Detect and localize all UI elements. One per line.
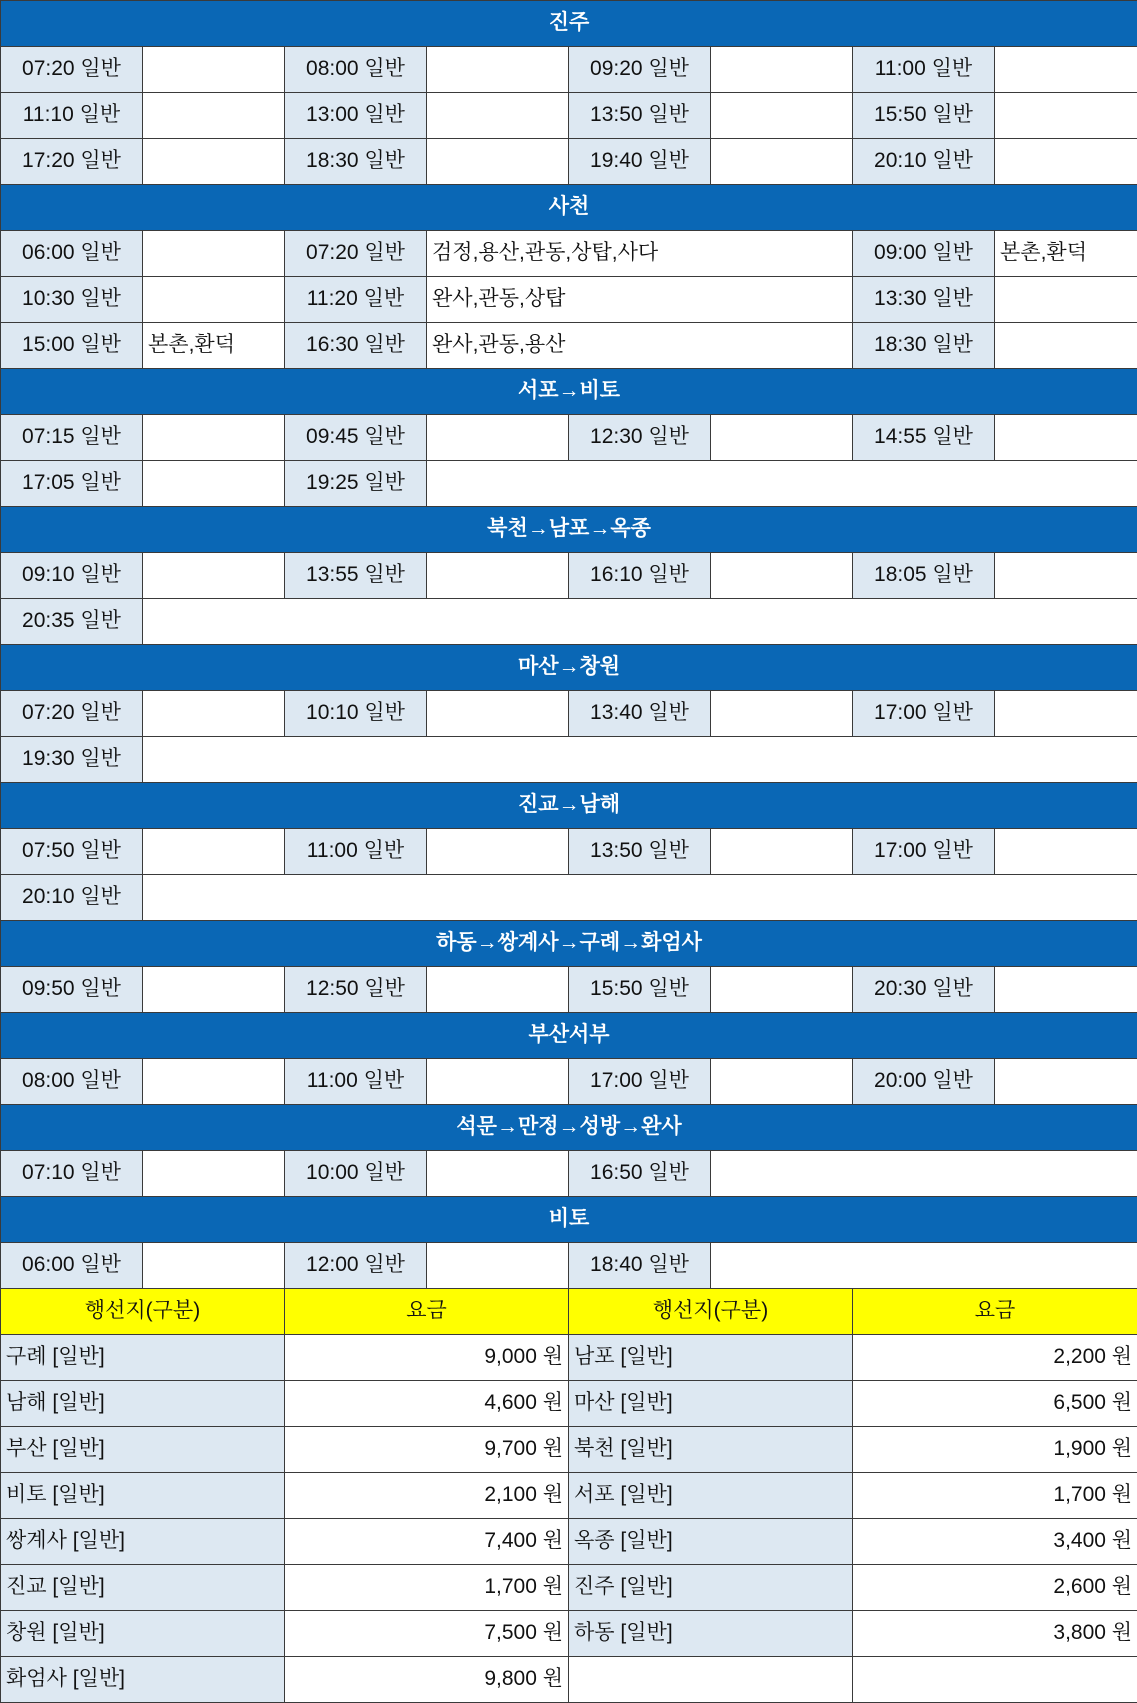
departure-time: 13:00 일반 [285, 93, 427, 139]
departure-time: 16:10 일반 [569, 553, 711, 599]
via-stops [143, 553, 285, 599]
section-header-row [1, 185, 1137, 231]
via-stops [143, 1151, 285, 1197]
via-stops [995, 277, 1137, 323]
section-title: 진주 [1, 1, 1137, 47]
departure-time: 20:10 일반 [853, 139, 995, 185]
schedule-row [1, 1151, 1137, 1197]
section-header-row [1, 1197, 1137, 1243]
via-stops [427, 829, 569, 875]
via-stops [711, 553, 853, 599]
empty-cell [143, 737, 1137, 783]
departure-time: 11:00 일반 [285, 829, 427, 875]
fare-row [1, 1611, 1137, 1657]
fare-destination: 옥종 [일반] [569, 1519, 853, 1565]
departure-time: 08:00 일반 [285, 47, 427, 93]
fare-amount: 3,800 원 [853, 1611, 1137, 1657]
departure-time: 09:10 일반 [1, 553, 143, 599]
via-stops [427, 691, 569, 737]
departure-time: 18:30 일반 [853, 323, 995, 369]
schedule-row [1, 231, 1137, 277]
via-stops [711, 93, 853, 139]
section-header-row [1, 783, 1137, 829]
via-stops [143, 93, 285, 139]
fare-row [1, 1335, 1137, 1381]
departure-time: 13:50 일반 [569, 93, 711, 139]
fare-amount-header: 요금 [853, 1289, 1137, 1335]
fare-header-row [1, 1289, 1137, 1335]
fare-destination: 남포 [일반] [569, 1335, 853, 1381]
via-stops [143, 277, 285, 323]
via-stops [427, 139, 569, 185]
departure-time: 15:00 일반 [1, 323, 143, 369]
departure-time: 08:00 일반 [1, 1059, 143, 1105]
empty-cell [143, 875, 1137, 921]
schedule-row [1, 1243, 1137, 1289]
departure-time: 11:20 일반 [285, 277, 427, 323]
fare-destination: 진교 [일반] [1, 1565, 285, 1611]
departure-time: 12:30 일반 [569, 415, 711, 461]
section-title: 사천 [1, 185, 1137, 231]
via-stops: 본촌,환덕 [143, 323, 285, 369]
departure-time: 13:30 일반 [853, 277, 995, 323]
via-stops [995, 553, 1137, 599]
fare-row [1, 1565, 1137, 1611]
departure-time: 19:40 일반 [569, 139, 711, 185]
fare-destination: 비토 [일반] [1, 1473, 285, 1519]
departure-time: 17:20 일반 [1, 139, 143, 185]
departure-time: 17:00 일반 [569, 1059, 711, 1105]
via-stops [143, 47, 285, 93]
departure-time: 11:10 일반 [1, 93, 143, 139]
timetable-body [1, 1, 1137, 1703]
via-stops: 검정,용산,관동,상탑,사다 [427, 231, 853, 277]
via-stops [427, 415, 569, 461]
departure-time: 06:00 일반 [1, 231, 143, 277]
fare-amount: 2,200 원 [853, 1335, 1137, 1381]
schedule-row [1, 93, 1137, 139]
via-stops [427, 1059, 569, 1105]
departure-time: 18:30 일반 [285, 139, 427, 185]
schedule-row [1, 323, 1137, 369]
via-stops: 완사,관동,용산 [427, 323, 853, 369]
fare-destination: 남해 [일반] [1, 1381, 285, 1427]
fare-destination: 구례 [일반] [1, 1335, 285, 1381]
via-stops [143, 829, 285, 875]
via-stops [995, 967, 1137, 1013]
via-stops [143, 1243, 285, 1289]
fare-destination: 화엄사 [일반] [1, 1657, 285, 1703]
departure-time: 15:50 일반 [569, 967, 711, 1013]
departure-time: 09:00 일반 [853, 231, 995, 277]
section-title: 부산서부 [1, 1013, 1137, 1059]
departure-time: 17:00 일반 [853, 691, 995, 737]
departure-time: 13:55 일반 [285, 553, 427, 599]
via-stops: 완사,관동,상탑 [427, 277, 853, 323]
via-stops [995, 93, 1137, 139]
via-stops [143, 139, 285, 185]
departure-time: 13:50 일반 [569, 829, 711, 875]
via-stops [427, 47, 569, 93]
fare-amount: 1,700 원 [853, 1473, 1137, 1519]
section-header-row [1, 921, 1137, 967]
fare-destination: 마산 [일반] [569, 1381, 853, 1427]
fare-amount: 3,400 원 [853, 1519, 1137, 1565]
schedule-row [1, 875, 1137, 921]
via-stops [711, 139, 853, 185]
section-title: 하동→쌍계사→구례→화엄사 [1, 921, 1137, 967]
departure-time: 20:00 일반 [853, 1059, 995, 1105]
departure-time: 18:40 일반 [569, 1243, 711, 1289]
fare-row [1, 1381, 1137, 1427]
section-header-row [1, 369, 1137, 415]
departure-time: 07:20 일반 [285, 231, 427, 277]
departure-time: 13:40 일반 [569, 691, 711, 737]
fare-destination: 창원 [일반] [1, 1611, 285, 1657]
via-stops [711, 47, 853, 93]
fare-amount: 1,700 원 [285, 1565, 569, 1611]
departure-time: 12:00 일반 [285, 1243, 427, 1289]
departure-time: 10:00 일반 [285, 1151, 427, 1197]
fare-amount: 1,900 원 [853, 1427, 1137, 1473]
departure-time: 18:05 일반 [853, 553, 995, 599]
fare-amount: 2,100 원 [285, 1473, 569, 1519]
departure-time: 20:10 일반 [1, 875, 143, 921]
empty-cell [853, 1657, 1137, 1703]
section-header-row [1, 645, 1137, 691]
via-stops [427, 1243, 569, 1289]
via-stops [143, 1059, 285, 1105]
departure-time: 20:35 일반 [1, 599, 143, 645]
section-title: 진교→남해 [1, 783, 1137, 829]
via-stops [143, 231, 285, 277]
empty-cell [711, 1243, 1137, 1289]
via-stops [995, 323, 1137, 369]
via-stops [427, 553, 569, 599]
departure-time: 11:00 일반 [853, 47, 995, 93]
schedule-row [1, 277, 1137, 323]
via-stops [995, 1059, 1137, 1105]
schedule-row [1, 737, 1137, 783]
fare-destination: 쌍계사 [일반] [1, 1519, 285, 1565]
empty-cell [143, 599, 1137, 645]
via-stops [427, 967, 569, 1013]
via-stops [143, 691, 285, 737]
departure-time: 12:50 일반 [285, 967, 427, 1013]
schedule-row [1, 691, 1137, 737]
section-title: 서포→비토 [1, 369, 1137, 415]
fare-destination: 서포 [일반] [569, 1473, 853, 1519]
via-stops [427, 93, 569, 139]
fare-amount: 9,000 원 [285, 1335, 569, 1381]
via-stops [995, 691, 1137, 737]
via-stops [711, 1059, 853, 1105]
schedule-row [1, 415, 1137, 461]
schedule-row [1, 599, 1137, 645]
fare-row [1, 1427, 1137, 1473]
fare-amount: 7,400 원 [285, 1519, 569, 1565]
section-header-row [1, 507, 1137, 553]
via-stops [995, 415, 1137, 461]
via-stops [711, 967, 853, 1013]
fare-amount-header: 요금 [285, 1289, 569, 1335]
fare-destination: 진주 [일반] [569, 1565, 853, 1611]
departure-time: 06:00 일반 [1, 1243, 143, 1289]
fare-amount: 2,600 원 [853, 1565, 1137, 1611]
via-stops [143, 461, 285, 507]
departure-time: 16:50 일반 [569, 1151, 711, 1197]
departure-time: 16:30 일반 [285, 323, 427, 369]
schedule-row [1, 1059, 1137, 1105]
fare-destination: 북천 [일반] [569, 1427, 853, 1473]
departure-time: 09:50 일반 [1, 967, 143, 1013]
schedule-row [1, 829, 1137, 875]
empty-cell [711, 1151, 1137, 1197]
section-title: 석문→만정→성방→완사 [1, 1105, 1137, 1151]
via-stops [143, 415, 285, 461]
section-title: 비토 [1, 1197, 1137, 1243]
fare-destination-header: 행선지(구분) [569, 1289, 853, 1335]
departure-time: 14:55 일반 [853, 415, 995, 461]
section-header-row [1, 1013, 1137, 1059]
departure-time: 17:05 일반 [1, 461, 143, 507]
departure-time: 07:20 일반 [1, 691, 143, 737]
empty-cell [427, 461, 1137, 507]
schedule-row [1, 553, 1137, 599]
schedule-row [1, 461, 1137, 507]
via-stops [995, 829, 1137, 875]
via-stops [711, 691, 853, 737]
departure-time: 15:50 일반 [853, 93, 995, 139]
via-stops [711, 415, 853, 461]
section-header-row [1, 1, 1137, 47]
departure-time: 09:20 일반 [569, 47, 711, 93]
departure-time: 20:30 일반 [853, 967, 995, 1013]
fare-row [1, 1657, 1137, 1703]
fare-destination: 부산 [일반] [1, 1427, 285, 1473]
via-stops [995, 139, 1137, 185]
fare-destination: 하동 [일반] [569, 1611, 853, 1657]
schedule-row [1, 967, 1137, 1013]
section-title: 북천→남포→옥종 [1, 507, 1137, 553]
fare-destination-header: 행선지(구분) [1, 1289, 285, 1335]
departure-time: 11:00 일반 [285, 1059, 427, 1105]
fare-amount: 7,500 원 [285, 1611, 569, 1657]
departure-time: 10:30 일반 [1, 277, 143, 323]
section-title: 마산→창원 [1, 645, 1137, 691]
fare-row [1, 1519, 1137, 1565]
departure-time: 07:15 일반 [1, 415, 143, 461]
departure-time: 19:30 일반 [1, 737, 143, 783]
departure-time: 19:25 일반 [285, 461, 427, 507]
via-stops [711, 829, 853, 875]
departure-time: 09:45 일반 [285, 415, 427, 461]
fare-amount: 9,700 원 [285, 1427, 569, 1473]
via-stops [143, 967, 285, 1013]
section-header-row [1, 1105, 1137, 1151]
fare-row [1, 1473, 1137, 1519]
departure-time: 17:00 일반 [853, 829, 995, 875]
schedule-row [1, 47, 1137, 93]
departure-time: 07:10 일반 [1, 1151, 143, 1197]
departure-time: 10:10 일반 [285, 691, 427, 737]
fare-amount: 9,800 원 [285, 1657, 569, 1703]
fare-amount: 4,600 원 [285, 1381, 569, 1427]
departure-time: 07:50 일반 [1, 829, 143, 875]
fare-amount: 6,500 원 [853, 1381, 1137, 1427]
departure-time: 07:20 일반 [1, 47, 143, 93]
via-stops: 본촌,환덕 [995, 231, 1137, 277]
schedule-row [1, 139, 1137, 185]
empty-cell [569, 1657, 853, 1703]
via-stops [995, 47, 1137, 93]
via-stops [427, 1151, 569, 1197]
